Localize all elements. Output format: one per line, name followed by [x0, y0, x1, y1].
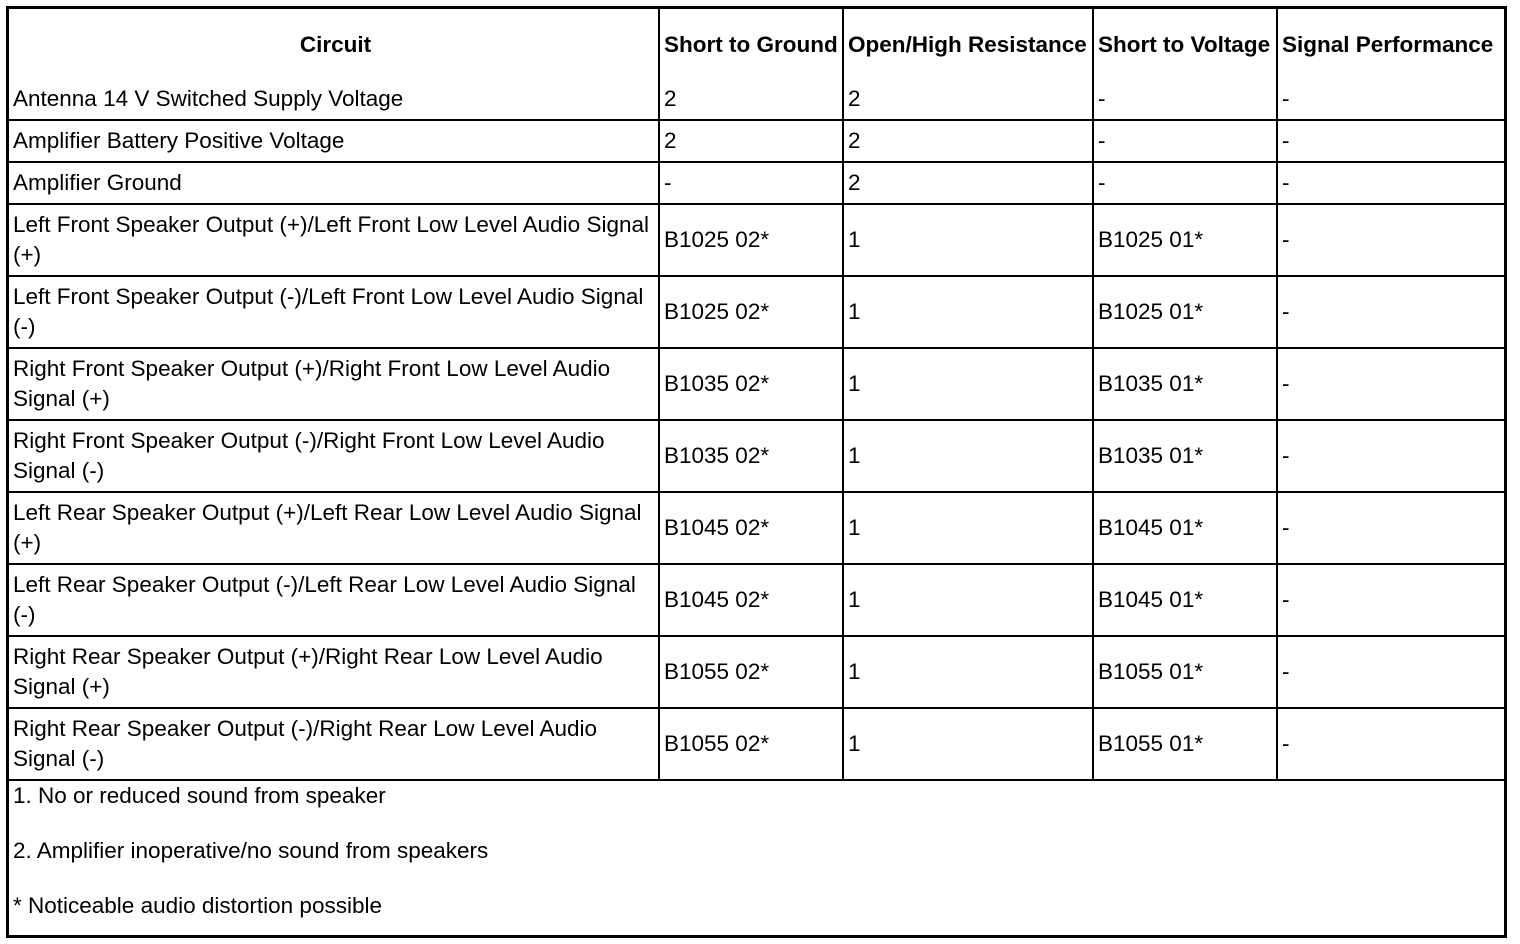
open-high-resistance-cell: 1 — [843, 636, 1093, 708]
column-header-circuit: Circuit — [9, 9, 659, 79]
table-row — [9, 79, 1504, 120]
short-to-voltage-cell: B1045 01* — [1093, 492, 1277, 564]
notes-cell — [9, 780, 1504, 921]
short-to-ground-cell: 2 — [659, 79, 843, 120]
circuit-cell: Left Front Speaker Output (+)/Left Front Low Level Audio Signal (+) — [9, 204, 659, 276]
circuit-cell: Left Rear Speaker Output (+)/Left Rear Low Level Audio Signal (+) — [9, 492, 659, 564]
open-high-resistance-cell: 1 — [843, 708, 1093, 780]
circuit-cell: Right Front Speaker Output (-)/Right Front Low Level Audio Signal (-) — [9, 420, 659, 492]
short-to-ground-cell: B1045 02* — [659, 564, 843, 636]
signal-performance-cell: - — [1277, 708, 1504, 780]
circuit-cell: Antenna 14 V Switched Supply Voltage — [9, 79, 659, 120]
dtc-symptom-table-frame — [6, 6, 1507, 938]
dtc-symptom-table — [9, 9, 1504, 921]
table-row — [9, 492, 1504, 564]
signal-performance-cell: - — [1277, 420, 1504, 492]
circuit-cell: Amplifier Ground — [9, 162, 659, 204]
notes-row — [9, 780, 1504, 921]
signal-performance-cell: - — [1277, 564, 1504, 636]
signal-performance-cell: - — [1277, 204, 1504, 276]
table-row — [9, 564, 1504, 636]
short-to-voltage-cell: - — [1093, 120, 1277, 162]
table-row — [9, 162, 1504, 204]
table-row — [9, 348, 1504, 420]
table-row — [9, 708, 1504, 780]
signal-performance-cell: - — [1277, 162, 1504, 204]
short-to-ground-cell: B1035 02* — [659, 420, 843, 492]
short-to-ground-cell: B1045 02* — [659, 492, 843, 564]
short-to-voltage-cell: - — [1093, 162, 1277, 204]
open-high-resistance-cell: 2 — [843, 79, 1093, 120]
short-to-voltage-cell: B1025 01* — [1093, 276, 1277, 348]
note-2: 2. Amplifier inoperative/no sound from speakers — [13, 838, 489, 863]
column-header-short-to-ground: Short to Ground — [659, 9, 843, 79]
short-to-ground-cell: 2 — [659, 120, 843, 162]
short-to-voltage-cell: B1055 01* — [1093, 708, 1277, 780]
short-to-voltage-cell: B1035 01* — [1093, 348, 1277, 420]
signal-performance-cell: - — [1277, 79, 1504, 120]
circuit-cell: Amplifier Battery Positive Voltage — [9, 120, 659, 162]
short-to-ground-cell: B1035 02* — [659, 348, 843, 420]
open-high-resistance-cell: 1 — [843, 276, 1093, 348]
circuit-cell: Left Rear Speaker Output (-)/Left Rear Low Level Audio Signal (-) — [9, 564, 659, 636]
table-row — [9, 636, 1504, 708]
column-header-open-high-resistance: Open/High Resistance — [843, 9, 1093, 79]
column-header-signal-performance: Signal Performance — [1277, 9, 1504, 79]
header-row — [9, 9, 1504, 79]
short-to-ground-cell: - — [659, 162, 843, 204]
circuit-cell: Right Rear Speaker Output (-)/Right Rear Low Level Audio Signal (-) — [9, 708, 659, 780]
table-row — [9, 276, 1504, 348]
signal-performance-cell: - — [1277, 276, 1504, 348]
short-to-ground-cell: B1025 02* — [659, 204, 843, 276]
table-row — [9, 420, 1504, 492]
open-high-resistance-cell: 1 — [843, 348, 1093, 420]
short-to-voltage-cell: B1055 01* — [1093, 636, 1277, 708]
circuit-cell: Left Front Speaker Output (-)/Left Front Low Level Audio Signal (-) — [9, 276, 659, 348]
open-high-resistance-cell: 2 — [843, 162, 1093, 204]
short-to-ground-cell: B1055 02* — [659, 708, 843, 780]
open-high-resistance-cell: 1 — [843, 492, 1093, 564]
table-row — [9, 204, 1504, 276]
short-to-voltage-cell: - — [1093, 79, 1277, 120]
short-to-voltage-cell: B1045 01* — [1093, 564, 1277, 636]
circuit-cell: Right Front Speaker Output (+)/Right Front Low Level Audio Signal (+) — [9, 348, 659, 420]
circuit-cell: Right Rear Speaker Output (+)/Right Rear Low Level Audio Signal (+) — [9, 636, 659, 708]
short-to-voltage-cell: B1025 01* — [1093, 204, 1277, 276]
short-to-ground-cell: B1025 02* — [659, 276, 843, 348]
note-1: 1. No or reduced sound from speaker — [13, 783, 386, 808]
open-high-resistance-cell: 1 — [843, 420, 1093, 492]
open-high-resistance-cell: 1 — [843, 204, 1093, 276]
short-to-ground-cell: B1055 02* — [659, 636, 843, 708]
column-header-short-to-voltage: Short to Voltage — [1093, 9, 1277, 79]
open-high-resistance-cell: 1 — [843, 564, 1093, 636]
signal-performance-cell: - — [1277, 636, 1504, 708]
open-high-resistance-cell: 2 — [843, 120, 1093, 162]
table-row — [9, 120, 1504, 162]
signal-performance-cell: - — [1277, 348, 1504, 420]
signal-performance-cell: - — [1277, 492, 1504, 564]
note-asterisk: * Noticeable audio distortion possible — [13, 893, 382, 918]
short-to-voltage-cell: B1035 01* — [1093, 420, 1277, 492]
signal-performance-cell: - — [1277, 120, 1504, 162]
